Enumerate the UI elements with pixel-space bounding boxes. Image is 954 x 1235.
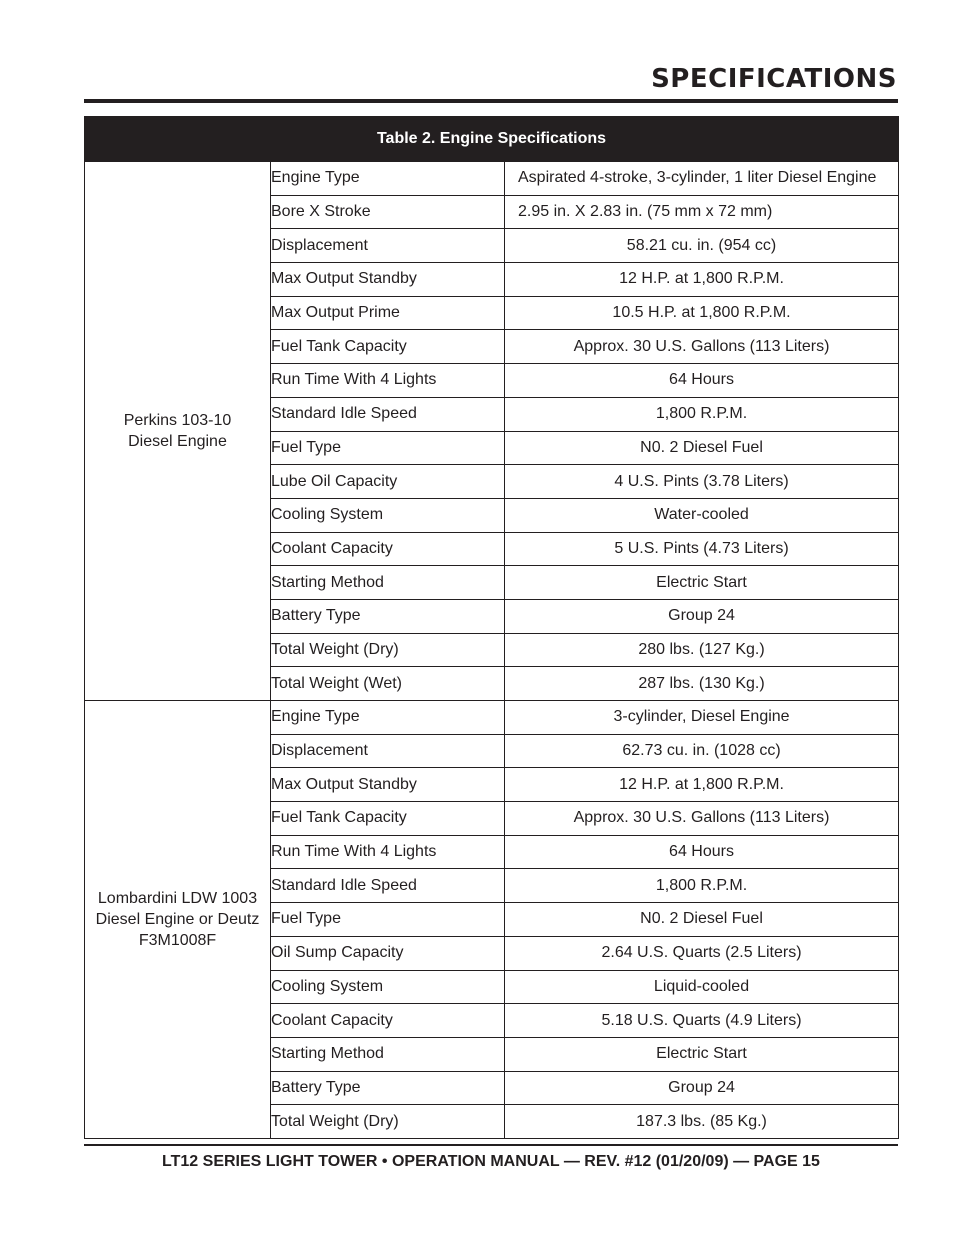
spec-parameter-cell: Standard Idle Speed (271, 397, 505, 431)
spec-value-cell: Group 24 (505, 1071, 899, 1105)
engine-model-line: Perkins 103-10 (123, 412, 232, 429)
spec-value-cell: Liquid-cooled (505, 970, 899, 1004)
spec-value-cell: 5 U.S. Pints (4.73 Liters) (505, 532, 899, 566)
spec-parameter-cell: Starting Method (271, 1037, 505, 1071)
engine-model-line: Lombardini LDW 1003 (97, 889, 258, 907)
spec-value-cell: Water-cooled (505, 498, 899, 532)
engine-model-cell (85, 701, 271, 1139)
spec-value-cell: Group 24 (505, 599, 899, 633)
spec-parameter-cell: Cooling System (271, 970, 505, 1004)
spec-value-cell: 1,800 R.P.M. (505, 869, 899, 903)
spec-parameter-cell: Total Weight (Dry) (271, 633, 505, 667)
spec-parameter-cell: Coolant Capacity (271, 532, 505, 566)
spec-parameter-cell: Standard Idle Speed (271, 869, 505, 903)
footer-divider (84, 1144, 898, 1146)
spec-value-cell: 280 lbs. (127 Kg.) (505, 633, 899, 667)
spec-parameter-cell: Lube Oil Capacity (271, 465, 505, 499)
spec-parameter-cell: Max Output Standby (271, 768, 505, 802)
spec-parameter-cell: Fuel Tank Capacity (271, 802, 505, 836)
spec-value-cell: 12 H.P. at 1,800 R.P.M. (505, 768, 899, 802)
engine-model-line: F3M1008F (138, 931, 217, 949)
table-caption-row (85, 117, 899, 162)
spec-parameter-cell: Fuel Type (271, 903, 505, 937)
spec-parameter-cell: Total Weight (Dry) (271, 1105, 505, 1139)
spec-value-cell: 62.73 cu. in. (1028 cc) (505, 734, 899, 768)
spec-value-cell: 5.18 U.S. Quarts (4.9 Liters) (505, 1004, 899, 1038)
spec-value-cell: Approx. 30 U.S. Gallons (113 Liters) (505, 330, 899, 364)
spec-value-cell: 287 lbs. (130 Kg.) (505, 667, 899, 701)
spec-value-cell: 4 U.S. Pints (3.78 Liters) (505, 465, 899, 499)
engine-specifications-table (84, 116, 899, 1139)
spec-parameter-cell: Displacement (271, 229, 505, 263)
spec-parameter-cell: Run Time With 4 Lights (271, 364, 505, 398)
spec-parameter-cell: Total Weight (Wet) (271, 667, 505, 701)
spec-value-cell: 3-cylinder, Diesel Engine (505, 701, 899, 735)
table-body (85, 162, 899, 1139)
spec-value-cell: Electric Start (505, 566, 899, 600)
engine-model-cell (85, 162, 271, 701)
spec-value-cell: Aspirated 4-stroke, 3-cylinder, 1 liter Diesel Engine (505, 162, 899, 196)
title-divider (84, 99, 898, 103)
spec-value-cell: 58.21 cu. in. (954 cc) (505, 229, 899, 263)
spec-value-cell: 64 Hours (505, 364, 899, 398)
spec-parameter-cell: Oil Sump Capacity (271, 936, 505, 970)
spec-parameter-cell: Engine Type (271, 162, 505, 196)
spec-parameter-cell: Displacement (271, 734, 505, 768)
spec-value-cell: Approx. 30 U.S. Gallons (113 Liters) (505, 802, 899, 836)
spec-parameter-cell: Engine Type (271, 701, 505, 735)
spec-value-cell: 187.3 lbs. (85 Kg.) (505, 1105, 899, 1139)
engine-model-line: Diesel Engine or Deutz (95, 910, 260, 928)
spec-parameter-cell: Fuel Type (271, 431, 505, 465)
spec-parameter-cell: Max Output Standby (271, 263, 505, 297)
spec-value-cell: 2.64 U.S. Quarts (2.5 Liters) (505, 936, 899, 970)
table-caption: Table 2. Engine Specifications (85, 117, 899, 162)
spec-parameter-cell: Cooling System (271, 498, 505, 532)
spec-parameter-cell: Starting Method (271, 566, 505, 600)
spec-value-cell: N0. 2 Diesel Fuel (505, 431, 899, 465)
page-footer: LT12 SERIES LIGHT TOWER • OPERATION MANUAL — REV. #12 (01/20/09) — PAGE 15 (162, 1153, 820, 1170)
engine-model-line: Diesel Engine (128, 433, 227, 450)
spec-value-cell: 64 Hours (505, 835, 899, 869)
spec-value-cell: 2.95 in. X 2.83 in. (75 mm x 72 mm) (505, 195, 899, 229)
spec-value-cell: 10.5 H.P. at 1,800 R.P.M. (505, 296, 899, 330)
table-row (85, 701, 899, 735)
spec-parameter-cell: Run Time With 4 Lights (271, 835, 505, 869)
spec-parameter-cell: Coolant Capacity (271, 1004, 505, 1038)
spec-parameter-cell: Battery Type (271, 1071, 505, 1105)
spec-parameter-cell: Battery Type (271, 599, 505, 633)
table-row (85, 162, 899, 196)
spec-value-cell: Electric Start (505, 1037, 899, 1071)
spec-value-cell: N0. 2 Diesel Fuel (505, 903, 899, 937)
page-title: SPECIFICATIONS (651, 64, 897, 94)
spec-parameter-cell: Fuel Tank Capacity (271, 330, 505, 364)
spec-value-cell: 12 H.P. at 1,800 R.P.M. (505, 263, 899, 297)
spec-parameter-cell: Bore X Stroke (271, 195, 505, 229)
spec-value-cell: 1,800 R.P.M. (505, 397, 899, 431)
spec-parameter-cell: Max Output Prime (271, 296, 505, 330)
